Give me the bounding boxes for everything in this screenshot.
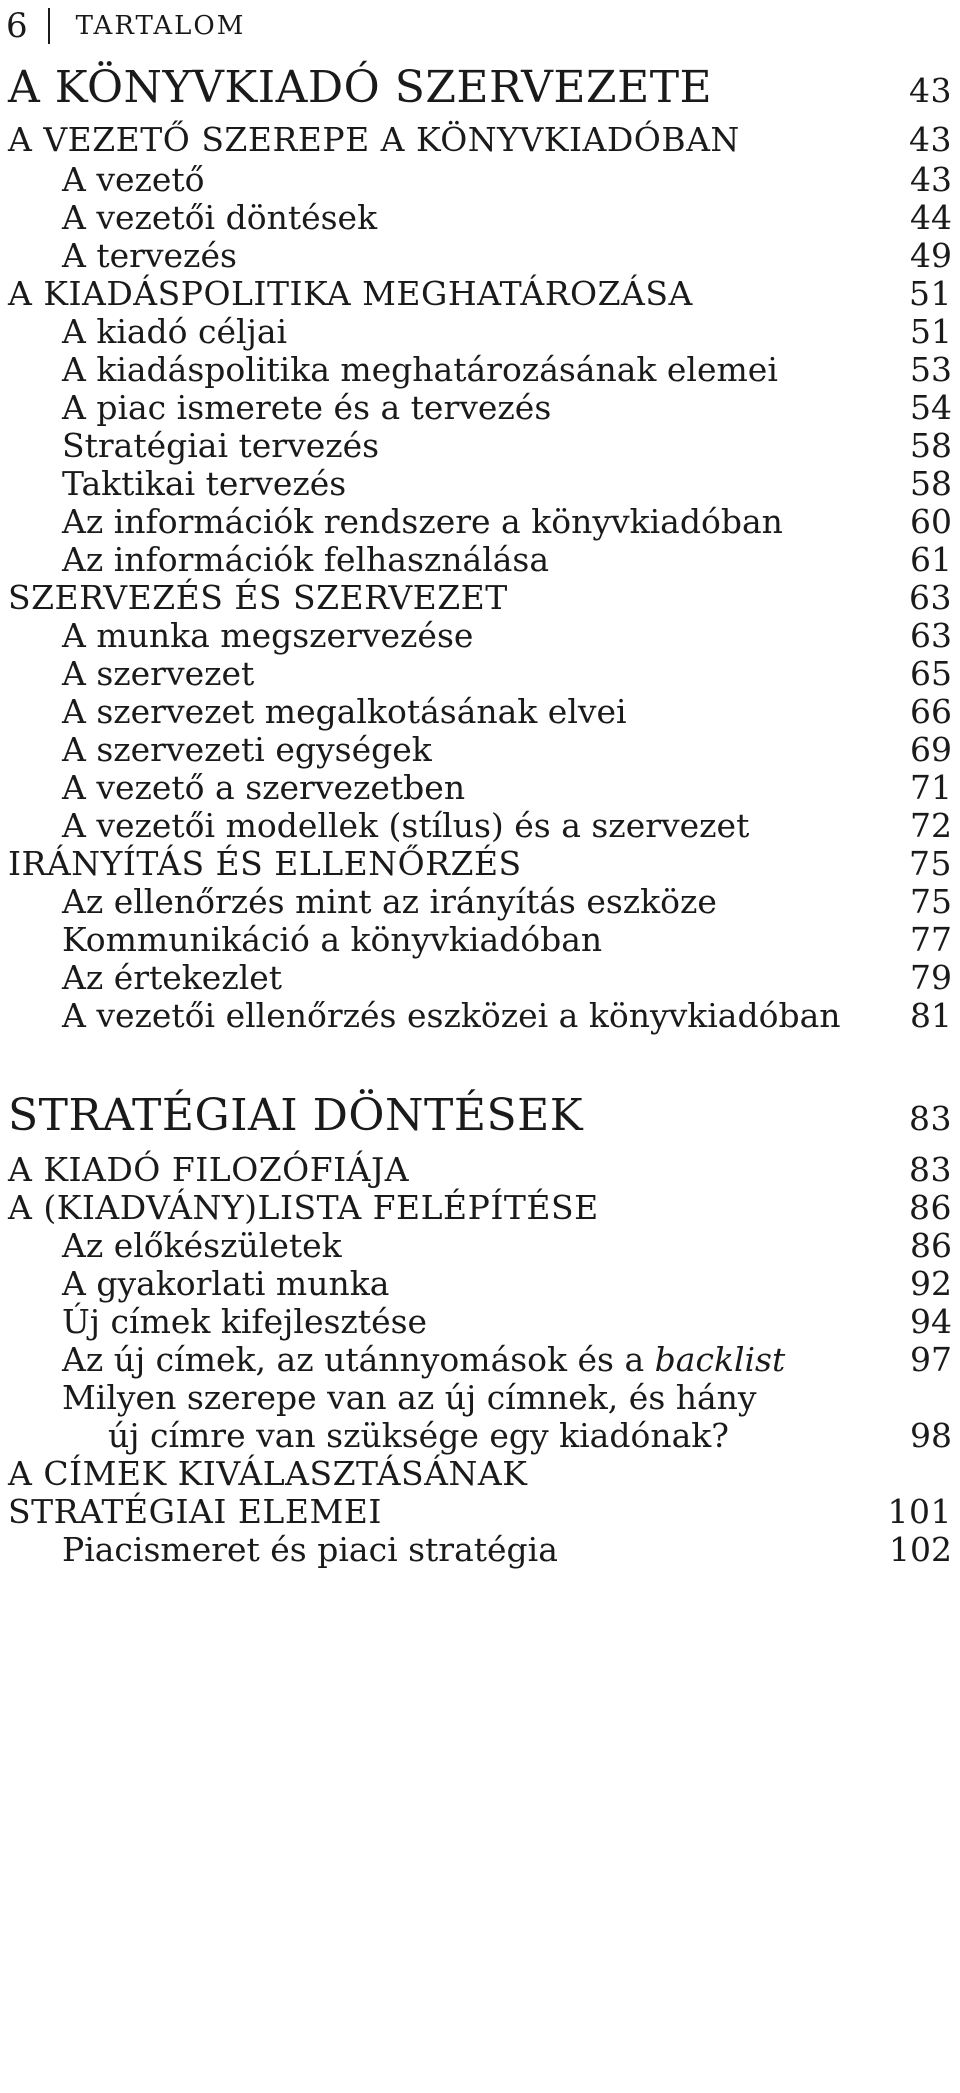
- toc-chapter: A VEZETŐ SZEREPE A KÖNYVKIADÓBAN 43: [8, 120, 952, 159]
- toc-subsection: A piac ismerete és a tervezés 54: [62, 388, 952, 427]
- toc-subsection-continued: új címre van szüksége egy kiadónak? 98: [108, 1416, 952, 1455]
- toc-subsection: A vezető 43: [62, 160, 952, 199]
- toc-subsection: Stratégiai tervezés 58: [62, 426, 952, 465]
- toc-chapter: IRÁNYÍTÁS ÉS ELLENŐRZÉS 75: [8, 844, 952, 883]
- page-header: [6, 4, 245, 48]
- toc-subsection: Kommunikáció a könyvkiadóban 77: [62, 920, 952, 959]
- running-title: TARTALOM: [75, 11, 246, 41]
- toc-subsection: Az előkészületek 86: [62, 1226, 952, 1265]
- toc-chapter: SZERVEZÉS ÉS SZERVEZET 63: [8, 578, 952, 617]
- toc-chapter: A CÍMEK KIVÁLASZTÁSÁNAK: [8, 1454, 528, 1493]
- toc-chapter: A KIADÓ FILOZÓFIÁJA 83: [8, 1150, 952, 1189]
- toc-subsection: A szervezet 65: [62, 654, 952, 693]
- toc-chapter: A (KIADVÁNY)LISTA FELÉPÍTÉSE 86: [8, 1188, 952, 1227]
- toc-subsection: Taktikai tervezés 58: [62, 464, 952, 503]
- toc-subsection: A kiadó céljai 51: [62, 312, 952, 351]
- toc-subsection: Az információk felhasználása 61: [62, 540, 952, 579]
- toc-subsection: Piacismeret és piaci stratégia 102: [62, 1530, 952, 1569]
- toc-subsection: Az információk rendszere a könyvkiadóban 60: [62, 502, 952, 541]
- toc-subsection: A vezetői döntések 44: [62, 198, 952, 237]
- toc-subsection: A munka megszervezése 63: [62, 616, 952, 655]
- toc-subsection: Az ellenőrzés mint az irányítás eszköze 75: [62, 882, 952, 921]
- toc-subsection: Új címek kifejlesztése 94: [62, 1302, 952, 1341]
- toc-subsection: A vezető a szervezetben 71: [62, 768, 952, 807]
- toc-subsection: Az értekezlet 79: [62, 958, 952, 997]
- italic-term: backlist: [654, 1340, 786, 1379]
- toc-subsection: A szervezeti egységek 69: [62, 730, 952, 769]
- toc-subsection: A vezetői ellenőrzés eszközei a könyvkiadóban 81: [62, 996, 952, 1035]
- toc-chapter: STRATÉGIAI ELEMEI 101: [8, 1492, 952, 1531]
- toc-subsection: A gyakorlati munka 92: [62, 1264, 952, 1303]
- toc-chapter: A KIADÁSPOLITIKA MEGHATÁROZÁSA 51: [8, 274, 952, 313]
- toc-subsection: A kiadáspolitika meghatározásának elemei 53: [62, 350, 952, 389]
- toc-subsection: A tervezés 49: [62, 236, 952, 275]
- toc-subsection: A szervezet megalkotásának elvei 66: [62, 692, 952, 731]
- toc-subsection: Az új címek, az utánnyomások és a backlist 97: [62, 1340, 952, 1379]
- toc-part-title: STRATÉGIAI DÖNTÉSEK 83: [8, 1090, 952, 1141]
- page-number: 6: [6, 6, 28, 46]
- toc-subsection: Milyen szerepe van az új címnek, és hány: [62, 1378, 757, 1417]
- toc-part-title: A KÖNYVKIADÓ SZERVEZETE 43: [8, 62, 952, 113]
- header-divider: [48, 8, 50, 44]
- toc-subsection: A vezetői modellek (stílus) és a szervezet 72: [62, 806, 952, 845]
